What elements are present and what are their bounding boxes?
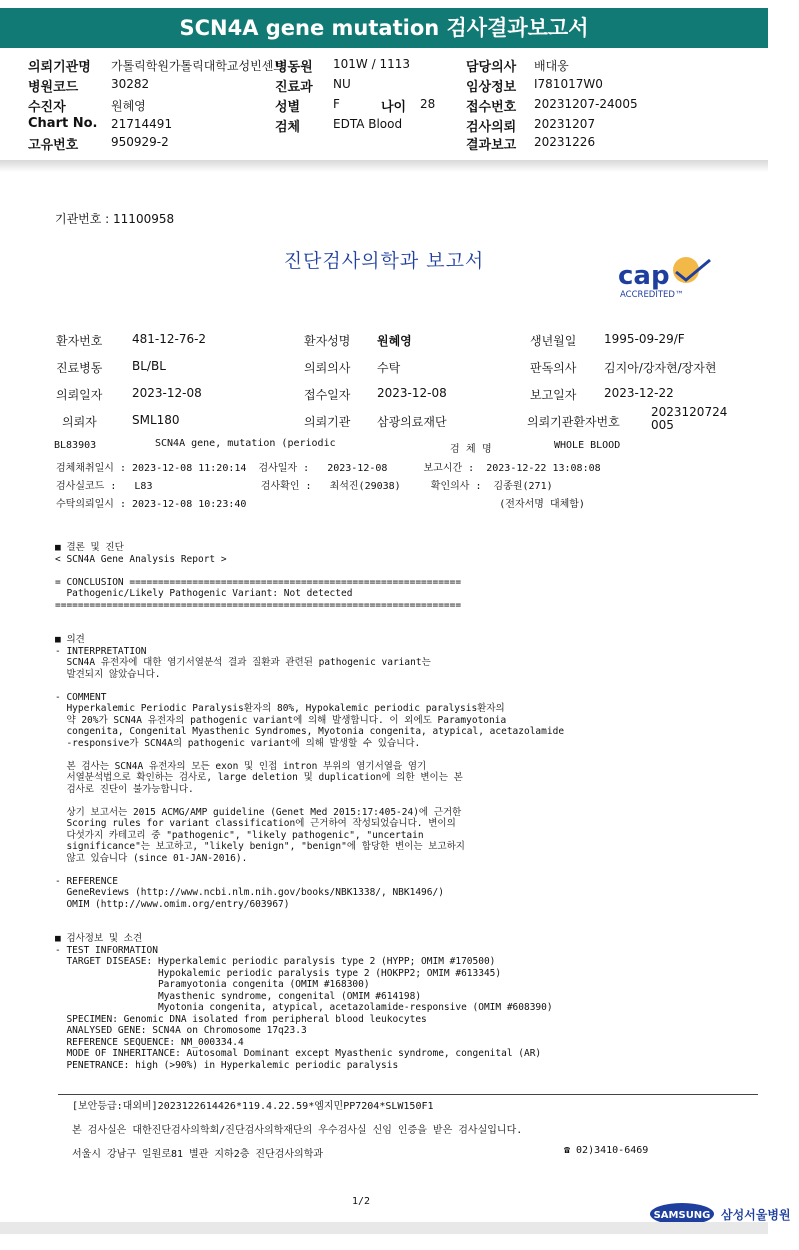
report-title: SCN4A gene mutation 검사결과보고서 xyxy=(179,16,589,40)
label-report-date: 보고일자 xyxy=(530,388,577,402)
label-receipt-date: 접수일자 xyxy=(304,388,351,402)
svg-text:SAMSUNG: SAMSUNG xyxy=(653,1210,710,1221)
header-info xyxy=(0,50,768,162)
value-age: 28 xyxy=(420,97,436,111)
value-request-date: 2023-12-08 xyxy=(132,386,202,400)
label-birthdate: 생년월일 xyxy=(530,334,577,348)
value-patient: 원혜영 xyxy=(111,99,146,113)
label-result-date: 결과보고 xyxy=(466,138,517,153)
meta-line-2: 검사실코드 : L83 검사확인 : 최석진(29038) 확인의사 : 김종원(271) xyxy=(56,481,553,492)
label-doctor: 담당의사 xyxy=(466,60,517,75)
value-sex: F xyxy=(333,97,340,111)
value-patient-name: 원혜영 xyxy=(377,334,412,348)
svg-text:삼성서울병원: 삼성서울병원 xyxy=(720,1208,791,1222)
value-result-date: 20231226 xyxy=(534,135,596,149)
value-ward: BL/BL xyxy=(132,359,166,373)
value-reading-doctor: 김지아/강자현/장자현 xyxy=(604,361,717,375)
label-reading-doctor: 판독의사 xyxy=(530,361,577,375)
value-department: NU xyxy=(333,77,351,91)
value-requesting-institution: 삼광의료재단 xyxy=(377,415,447,429)
label-specimen: 검체 xyxy=(275,120,301,135)
header-divider xyxy=(0,160,768,172)
value-patient-no: 481-12-76-2 xyxy=(132,332,207,346)
scanned-report xyxy=(0,172,791,1234)
value-report-date: 2023-12-22 xyxy=(604,386,674,400)
label-institution-patient-no: 의뢰기관환자번호 xyxy=(527,415,620,429)
report-body: ■ 결론 및 진단 < SCN4A Gene Analysis Report > = CONCLUSION ========================================================== Pathogenic/Likely Pathogenic Variant: Not detected ======================================================================= ■ 의견 - INTERPRETATION SCN4A 유전자에 대한 염기서열분석 결과 질환과 관련된 pathogenic variant는 발견되지 않았습니다. - COMMENT Hyperkalemic Periodic Paralysis환자의 80%, Hypokalemic periodic paralysis환자의 약 20%가 SCN4A 유전자의 pathogenic variant에 의해 발생합니다. 이 외에도 Paramyotonia congenita, Congenital Myasthenic Syndromes, Myotonia congenita, atypical, acetazolamide -responsive가 SCN4A의 pathogenic variant에 의해 발생할 수 있습니다. 본 검사는 SCN4A 유전자의 모든 exon 및 인접 intron 부위의 염기서열을 염기 서열분석법으로 확인하는 검사로, large deletion 및 duplication에 의한 변이는 본 검사로 진단이 불가능합니다. 상기 보고서는 2015 ACMG/AMP guideline (Genet Med 2015:17:405-24)에 근거한 Scoring rules for variant classification에 근거하여 작성되었습니다. 변이의 다섯가지 카테고리 중 "pathogenic", "likely pathogenic", "uncertain significance"는 보고하고, "likely benign", "benign"에 합당한 변이는 보고하지 않고 있습니다 (since 01-JAN-2016). - REFERENCE GeneReviews (http://www.ncbi.nlm.nih.gov/books/NBK1338/, NBK1496/) OMIM (http://www.omim.org/entry/603967) ■ 검사정보 및 소견 - TEST INFORMATION TARGET DISEASE: Hyperkalemic periodic paralysis type 2 (HYPP; OMIM #170500) Hypokalemic periodic paralysis type 2 (HOKPP2; OMIM #613345) Paramyotonia congenita (OMIM #168300) Myasthenic syndrome, congenital (OMIM #614198) Myotonia congenita, atypical, acetazolamide-responsive (OMIM #608390) SPECIMEN: Genomic DNA isolated from peripheral blood leukocytes ANALYSED GENE: SCN4A on Chromosome 17q23.3 REFERENCE SEQUENCE: NM_000334.4 MODE OF INHERITANCE: Autosomal Dominant except Myasthenic syndrome, congenital (AR) PENETRANCE: high (>90%) in Hyperkalemic periodic paralysis xyxy=(55,542,565,1071)
value-receipt-date: 2023-12-08 xyxy=(377,386,447,400)
value-ward: 101W / 1113 xyxy=(333,57,410,71)
label-patient: 수진자 xyxy=(28,100,66,115)
label-institution: 의뢰기관명 xyxy=(28,60,91,75)
label-request-date: 검사의뢰 xyxy=(466,120,517,135)
lab-report-title: 진단검사의학과 보고서 xyxy=(283,250,485,272)
label-patient-name: 환자성명 xyxy=(304,334,351,348)
bottom-edge xyxy=(0,1222,768,1234)
page-number: 1/2 xyxy=(352,1196,371,1207)
label-age: 나이 xyxy=(381,100,407,115)
svg-text:ACCREDITED™: ACCREDITED™ xyxy=(620,290,684,300)
value-birthdate: 1995-09-29/F xyxy=(604,332,685,346)
value-institution: 가톨릭학원가톨릭대학교성빈센트 xyxy=(111,59,285,73)
value-receipt-no: 20231207-24005 xyxy=(534,97,638,111)
value-specimen: EDTA Blood xyxy=(333,117,403,131)
report-title-bar xyxy=(0,8,768,48)
label-hospital-code: 병원코드 xyxy=(28,80,79,95)
specimen-value: WHOLE BLOOD xyxy=(554,440,621,451)
label-patient-no: 환자번호 xyxy=(56,334,103,348)
cap-accredited-logo xyxy=(614,254,720,300)
institution-number: 기관번호 : 11100958 xyxy=(55,212,175,226)
test-name: SCN4A gene, mutation (periodic xyxy=(155,438,336,449)
specimen-label: 검 체 명 xyxy=(450,444,492,455)
value-doctor: 배대웅 xyxy=(534,59,569,73)
label-ward: 진료병동 xyxy=(56,361,103,375)
label-requesting-institution: 의뢰기관 xyxy=(304,415,351,429)
value-hospital-code: 30282 xyxy=(111,77,150,91)
meta-line-3: 수탁의뢰일시 : 2023-12-08 10:23:40 (전자서명 대체함) xyxy=(56,499,585,510)
label-request-date: 의뢰일자 xyxy=(56,388,103,402)
label-ward: 병동원 xyxy=(275,60,313,75)
test-code: BL83903 xyxy=(54,440,97,451)
report-footer xyxy=(58,1094,758,1177)
value-institution-patient-no: 2023120724005 xyxy=(651,405,728,432)
value-clinical-info: I781017W0 xyxy=(534,77,603,91)
value-request-date: 20231207 xyxy=(534,117,596,131)
security-line: [보안등급:대외비]2023122614426*119.4.22.59*엠지민PP7204*SLW150F1 xyxy=(72,1101,434,1112)
value-chart-no: 21714491 xyxy=(111,117,173,131)
value-requesting-doctor: 수탁 xyxy=(377,361,401,375)
label-unique-no: 고유번호 xyxy=(28,138,79,153)
samsung-hospital-logo xyxy=(610,1182,791,1222)
value-unique-no: 950929-2 xyxy=(111,135,169,149)
value-requester: SML180 xyxy=(132,413,180,427)
lab-address: 서울시 강남구 일원로81 별관 지하2층 진단검사의학과 xyxy=(72,1149,324,1160)
svg-text:cap: cap xyxy=(618,261,670,291)
label-requester: 의뢰자 xyxy=(62,415,97,429)
label-department: 진료과 xyxy=(275,80,313,95)
meta-line-1: 검체채취일시 : 2023-12-08 11:20:14 검사일자 : 2023-12-08 보고시간 : 2023-12-22 13:08:08 xyxy=(56,463,601,474)
lab-phone: ☎ 02)3410-6469 xyxy=(564,1145,649,1156)
label-requesting-doctor: 의뢰의사 xyxy=(304,361,351,375)
label-clinical-info: 임상정보 xyxy=(466,80,517,95)
certification-text: 본 검사실은 대한진단검사의학회/진단검사의학재단의 우수검사실 신임 인증을 받은 검사실입니다. xyxy=(72,1125,523,1136)
label-sex: 성별 xyxy=(275,100,301,115)
label-receipt-no: 접수번호 xyxy=(466,100,517,115)
label-chart-no: Chart No. xyxy=(28,116,98,131)
